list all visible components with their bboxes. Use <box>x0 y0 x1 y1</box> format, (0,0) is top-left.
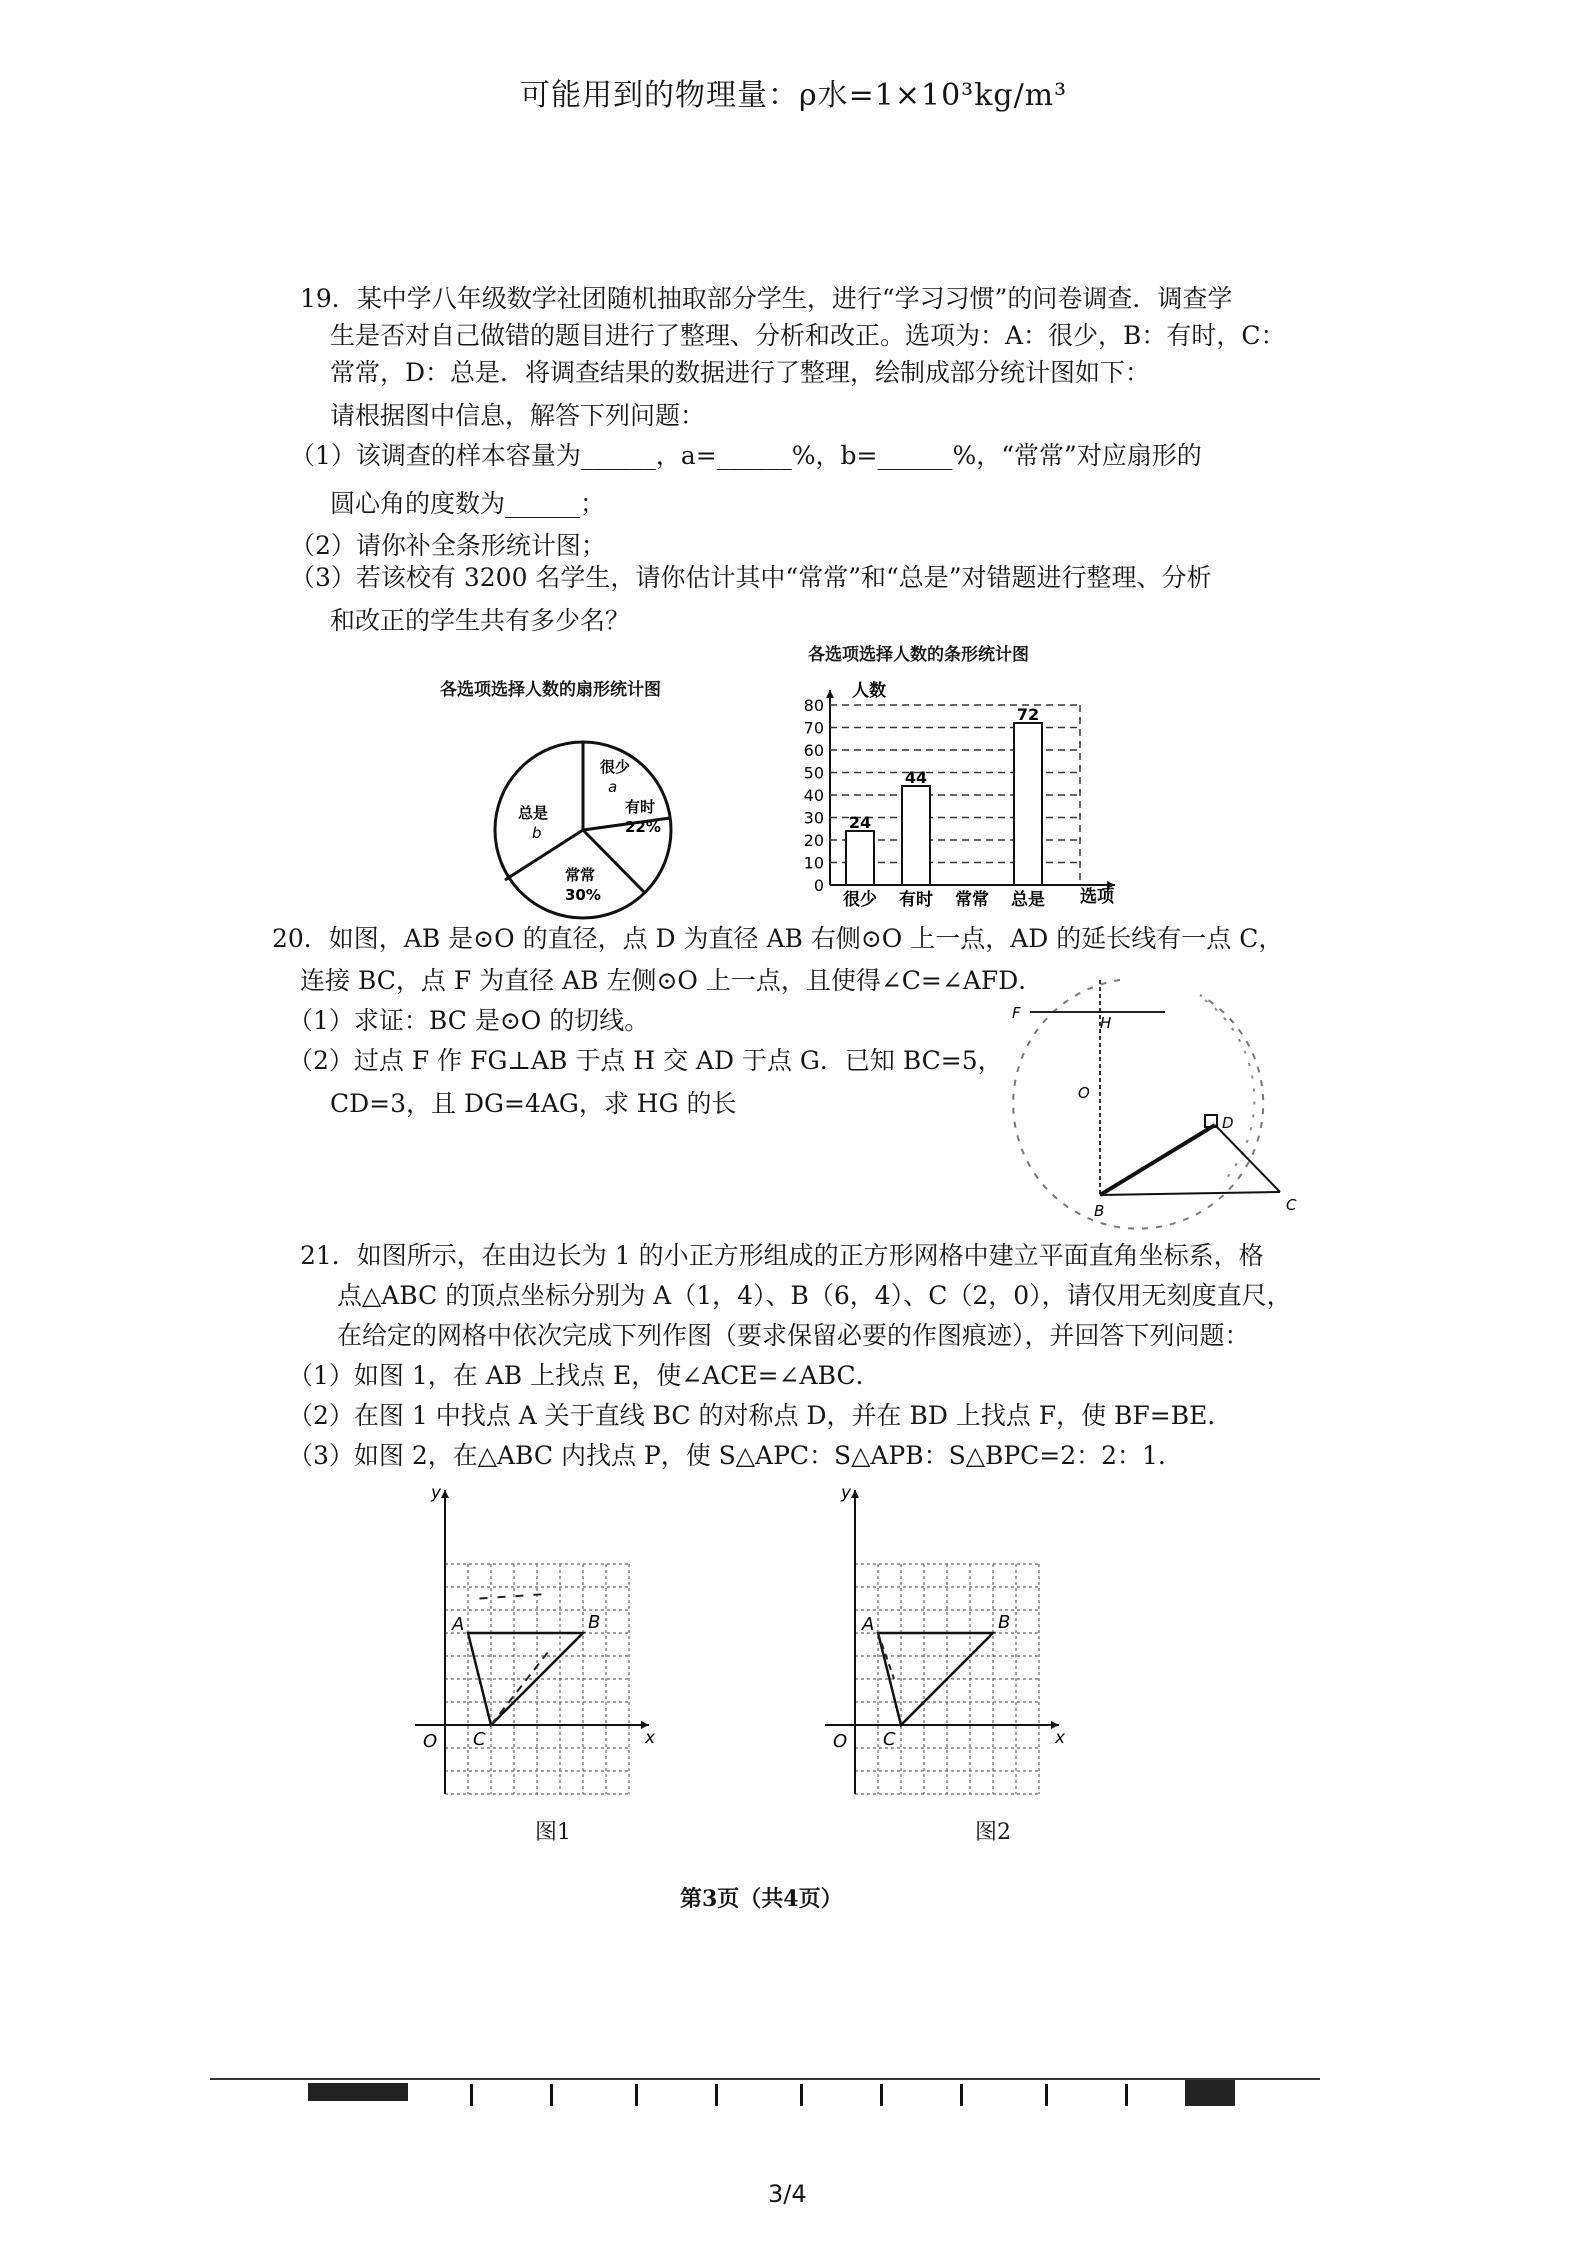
bar-ytick-label: 80 <box>803 696 824 715</box>
bar-title: 各选项选择人数的条形统计图 <box>808 645 1029 665</box>
bar-ytick-label: 60 <box>803 741 824 760</box>
q20-line-4: （2）过点 F 作 FG⊥AB 于点 H 交 AD 于点 G．已知 BC=5， <box>288 1046 1003 1075</box>
scan-tick <box>550 2084 553 2106</box>
bar-category-label: 总是 <box>1011 890 1045 910</box>
q19-line-2: 生是否对自己做错的题目进行了整理、分析和改正。选项为：A：很少，B：有时，C： <box>330 321 1286 350</box>
bar-y-arrow <box>826 690 834 698</box>
origin-label: O <box>833 1731 848 1752</box>
scan-tick <box>880 2084 883 2106</box>
point-c-label: C <box>883 1729 896 1750</box>
point-c-label: C <box>473 1729 486 1750</box>
q20-line-3: （1）求证：BC 是⊙O 的切线。 <box>288 1006 650 1035</box>
bar-data-label: 44 <box>904 768 928 787</box>
q19-line-5: （1）该调查的样本容量为______，a=______%，b=______%，“常常”对应扇形的 <box>290 441 1202 470</box>
pie-value-youshi: 22% <box>625 818 661 836</box>
scan-tick <box>800 2084 803 2106</box>
pie-title: 各选项选择人数的扇形统计图 <box>440 680 661 700</box>
scan-tick <box>715 2084 718 2106</box>
bar-category-label: 很少 <box>843 890 877 910</box>
fig-label-h: H <box>1100 1014 1112 1032</box>
fig-label-f: F <box>1012 1004 1021 1022</box>
q19-line-4: 请根据图中信息，解答下列问题： <box>330 401 706 430</box>
point-b-label: B <box>998 1612 1011 1633</box>
q20-figure <box>990 960 1320 1230</box>
bar-ytick-label: 30 <box>803 808 824 828</box>
q19-line-8: （3）若该校有 3200 名学生，请你估计其中“常常”和“总是”对错题进行整理、分析 <box>290 563 1212 592</box>
scan-tick <box>1045 2084 1048 2106</box>
bar-ylabel: 人数 <box>852 681 886 701</box>
axis-label-y: y <box>841 1483 852 1503</box>
figure-1-grid <box>405 1480 735 1810</box>
q21-line-4: （1）如图 1，在 AB 上找点 E，使∠ACE=∠ABC． <box>288 1361 881 1390</box>
scan-tick <box>470 2084 473 2106</box>
bar-ytick-label: 10 <box>803 853 824 873</box>
point-a-label: A <box>862 1614 875 1635</box>
point-a-label: A <box>452 1614 465 1635</box>
q21-line-3: 在给定的网格中依次完成下列作图（要求保留必要的作图痕迹），并回答下列问题： <box>337 1321 1250 1350</box>
scan-tick <box>635 2084 638 2106</box>
pie-value-b: b <box>532 824 542 842</box>
bar-1 <box>902 786 930 885</box>
bar-3 <box>1014 723 1042 885</box>
q20-line-1: 20．如图，AB 是⊙O 的直径，点 D 为直径 AB 右侧⊙O 上一点，AD 的延长线有一点 C， <box>272 924 1284 953</box>
q20-line-2: 连接 BC，点 F 为直径 AB 左侧⊙O 上一点，且使得∠C=∠AFD． <box>300 966 1044 995</box>
q19-line-3: 常常，D：总是．将调查结果的数据进行了整理，绘制成部分统计图如下： <box>330 358 1151 387</box>
y-arrow <box>441 1490 449 1498</box>
figure-1-caption: 图1 <box>535 1820 571 1845</box>
y-arrow <box>851 1490 859 1498</box>
q20-line-5: CD=3，且 DG=4AG，求 HG 的长 <box>330 1089 737 1118</box>
page-number: 3/4 <box>768 2180 807 2208</box>
fig-label-b: B <box>1094 1202 1105 1220</box>
bar-category-label: 有时 <box>899 890 933 910</box>
axis-label-x: x <box>645 1728 656 1748</box>
figure-2-caption: 图2 <box>975 1820 1011 1845</box>
circle-o <box>1013 980 1263 1229</box>
origin-label: O <box>423 1731 438 1752</box>
axis-label-y: y <box>431 1483 442 1503</box>
bar-ytick-label: 20 <box>803 831 824 850</box>
q19-line-6: 圆心角的度数为______； <box>330 489 606 518</box>
bar-chart <box>780 670 1140 920</box>
bar-data-label: 24 <box>848 813 872 832</box>
pie-label-zongshi: 总是 <box>518 804 549 822</box>
fig-label-d: D <box>1222 1114 1234 1132</box>
pie-label-youshi: 有时 <box>625 798 656 816</box>
q19-line-1: 19．某中学八年级数学社团随机抽取部分学生，进行“学习习惯”的问卷调查．调查学 <box>300 284 1233 313</box>
bar-category-label: 常常 <box>955 890 989 910</box>
pie-label-changchang: 常常 <box>565 866 596 884</box>
axis-label-x: x <box>1055 1728 1066 1748</box>
scan-strip-line <box>210 2078 1320 2080</box>
circle-o-right <box>1205 1000 1254 1180</box>
q19-line-7: （2）请你补全条形统计图； <box>290 531 606 560</box>
pie-label-henshao: 很少 <box>600 758 631 776</box>
page-footer: 第3页（共4页） <box>680 1886 843 1912</box>
segment-dc <box>1215 1125 1280 1192</box>
q19-line-9: 和改正的学生共有多少名？ <box>330 606 631 635</box>
q21-line-2: 点△ABC 的顶点坐标分别为 A（1，4）、B（6，4）、C（2，0），请仅用无刻度直尺， <box>337 1281 1292 1310</box>
fig-label-o: O <box>1078 1084 1090 1102</box>
scan-tick <box>1125 2084 1128 2106</box>
q21-line-6: （3）如图 2，在△ABC 内找点 P，使 S△APC：S△APB：S△BPC=2：2：1． <box>288 1441 1183 1470</box>
scan-tick <box>960 2084 963 2106</box>
point-b-label: B <box>588 1612 601 1633</box>
bar-0 <box>846 831 874 885</box>
bar-ytick-label: 70 <box>803 718 824 738</box>
fig-label-c: C <box>1286 1196 1297 1214</box>
pie-value-changchang: 30% <box>565 886 601 904</box>
draft-line <box>491 1651 549 1725</box>
q21-line-1: 21．如图所示，在由边长为 1 的小正方形组成的正方形网格中建立平面直角坐标系，格 <box>300 1241 1264 1270</box>
pie-chart <box>490 730 690 930</box>
bar-data-label: 72 <box>1016 705 1040 724</box>
q21-line-5: （2）在图 1 中找点 A 关于直线 BC 的对称点 D，并在 BD 上找点 F，使 BF=BE． <box>288 1401 1233 1430</box>
pie-value-a: a <box>608 778 618 796</box>
bar-xlabel: 选项 <box>1080 887 1114 907</box>
bar-ytick-label: 0 <box>813 876 824 895</box>
header-line: 可能用到的物理量：ρ水=1×10³kg/m³ <box>520 78 1068 113</box>
figure-2-grid <box>815 1480 1145 1810</box>
segment-bc <box>1100 1192 1280 1195</box>
segment-bd <box>1100 1125 1215 1195</box>
bar-ytick-label: 40 <box>803 786 824 805</box>
scan-mark-1 <box>308 2083 408 2101</box>
scan-mark-2 <box>1185 2080 1235 2106</box>
bar-ytick-label: 50 <box>803 763 824 783</box>
